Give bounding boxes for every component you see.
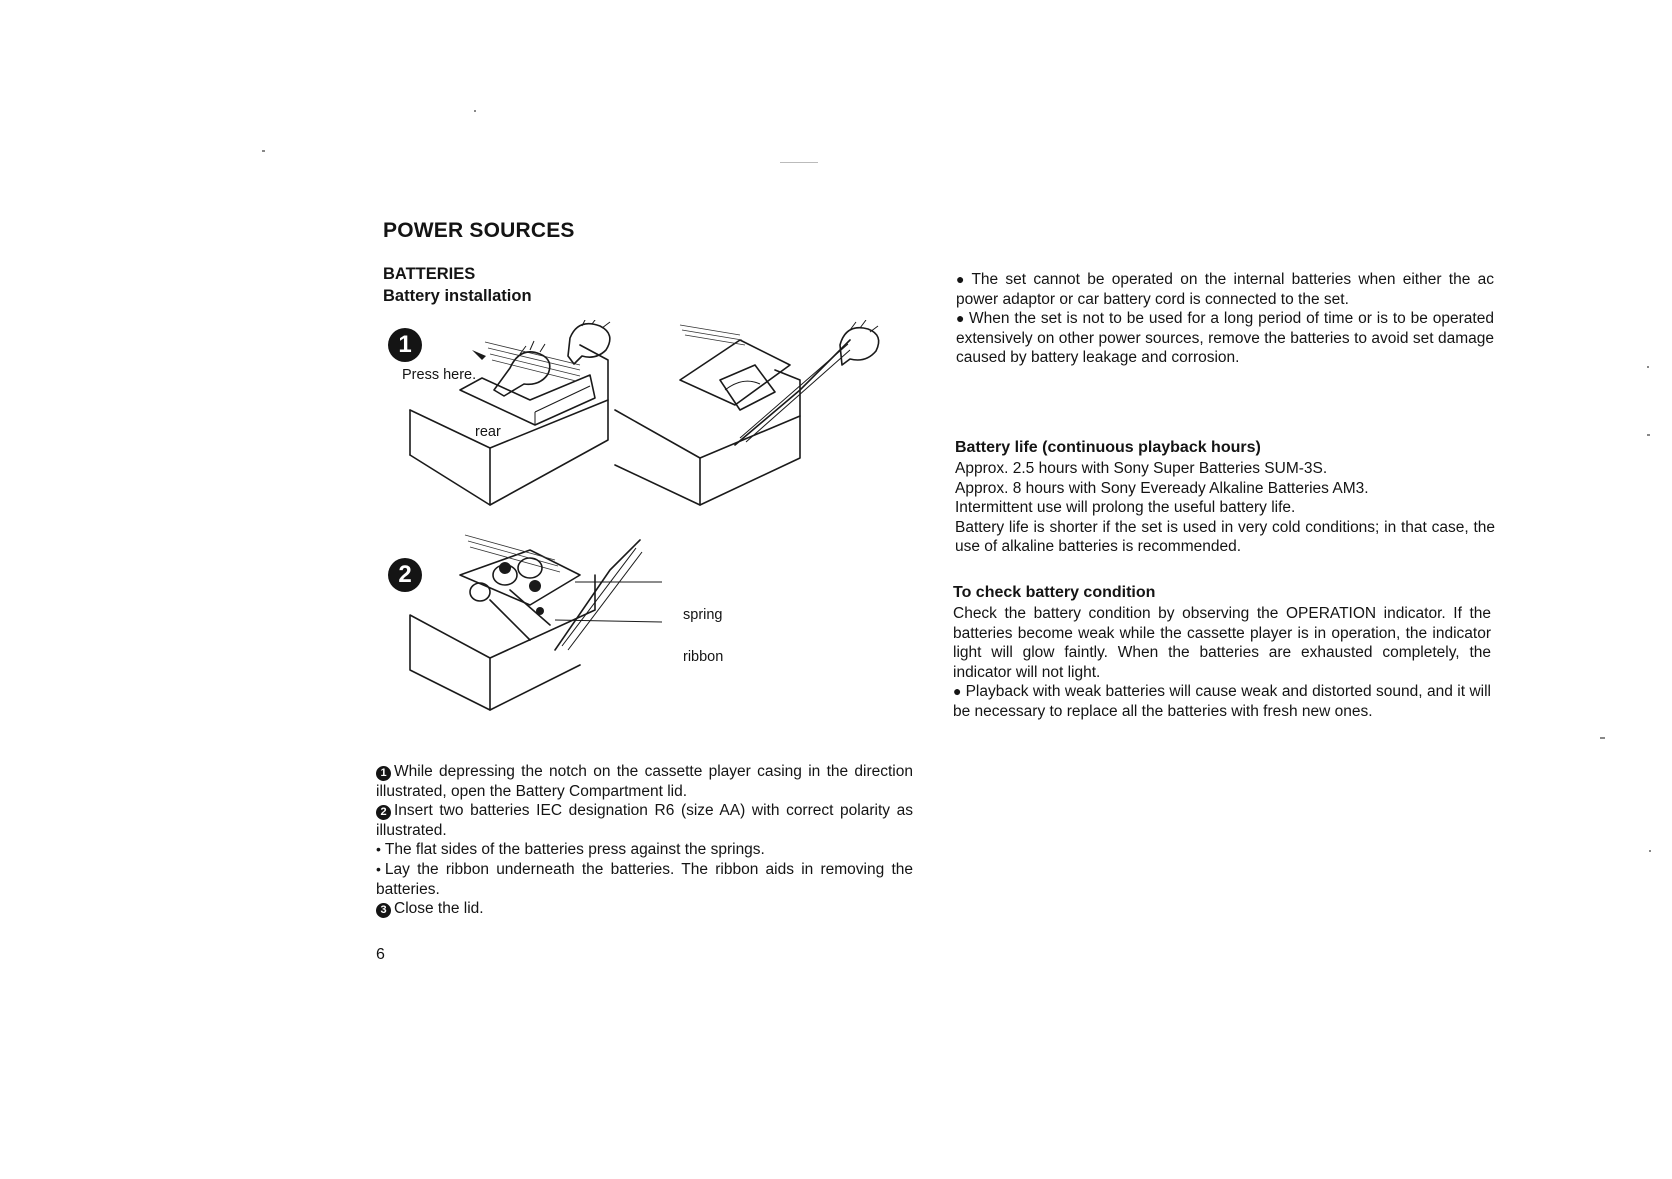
check-condition-heading: To check battery condition bbox=[953, 584, 1156, 601]
battery-life-line: Battery life is shorter if the set is used in very cold conditions; in that case, the use of alkaline batteries is recommended. bbox=[955, 518, 1495, 556]
installation-steps bbox=[376, 762, 913, 919]
scan-speck bbox=[1647, 366, 1649, 368]
bullet-icon: ● bbox=[956, 271, 968, 287]
step-3-text: 3 Close the lid. bbox=[376, 899, 913, 919]
scan-speck bbox=[1600, 737, 1605, 739]
label-spring: spring bbox=[683, 607, 723, 623]
bullet-marker: • bbox=[376, 841, 381, 858]
bullet-icon: ● bbox=[956, 310, 966, 327]
scan-speck bbox=[780, 162, 818, 163]
battery-life-line: Approx. 8 hours with Sony Eveready Alkaline Batteries AM3. bbox=[955, 479, 1369, 497]
open-lid-drawing bbox=[615, 320, 879, 505]
battery-life-heading: Battery life (continuous playback hours) bbox=[955, 439, 1261, 456]
step-marker: 2 bbox=[376, 805, 391, 820]
label-press-here: Press here. bbox=[402, 367, 477, 383]
weak-battery-note: ● Playback with weak batteries will cause weak and distorted sound, and it will be necessary to replace all the batteries with fresh new ones. bbox=[953, 683, 1491, 720]
step-note-ribbon: • Lay the ribbon underneath the batteries. The ribbon aids in removing the batteries. bbox=[376, 860, 913, 898]
battery-life-line: Intermittent use will prolong the useful battery life. bbox=[955, 499, 1296, 517]
step-2-badge: 2 bbox=[388, 558, 422, 592]
step-marker: 3 bbox=[376, 903, 391, 918]
scan-speck bbox=[474, 110, 476, 112]
scan-speck bbox=[1647, 434, 1650, 436]
step-1-text: 1 While depressing the notch on the cassette player casing in the direction illustrated, open the Battery Compartment lid. bbox=[376, 763, 913, 800]
step-1-badge: 1 bbox=[388, 328, 422, 362]
check-condition-text bbox=[953, 604, 1491, 722]
page-title: POWER SOURCES bbox=[383, 219, 575, 242]
battery-life-line: Approx. 2.5 hours with Sony Super Batteries SUM-3S. bbox=[955, 460, 1328, 477]
scan-speck bbox=[1649, 850, 1651, 852]
note-adaptor: ● The set cannot be operated on the internal batteries when either the ac power adaptor or car battery cord is connected to the set. bbox=[956, 271, 1494, 308]
label-ribbon: ribbon bbox=[683, 649, 724, 665]
battery-compartment-illustration bbox=[380, 320, 940, 740]
battery-life-text bbox=[955, 459, 1495, 557]
battery-installation-figure bbox=[380, 320, 940, 740]
note-long-storage: ● When the set is not to be used for a long period of time or is to be operated extensively on other power sources, remove the batteries to avoid set damage caused by battery leakage and corrosion. bbox=[956, 310, 1494, 367]
step-note-flat-sides: • The flat sides of the batteries press against the springs. bbox=[376, 841, 765, 859]
step-2-text: 2 Insert two batteries IEC designation R6 (size AA) with correct polarity as illustrated. bbox=[376, 802, 913, 839]
battery-usage-notes bbox=[956, 270, 1494, 368]
bullet-icon: ● bbox=[953, 683, 962, 700]
batteries-inserted-drawing bbox=[410, 535, 662, 710]
section-heading-batteries: BATTERIES bbox=[383, 265, 476, 283]
page-number: 6 bbox=[376, 946, 385, 963]
closed-player-drawing bbox=[410, 320, 610, 505]
scan-speck bbox=[262, 150, 265, 152]
label-rear: rear bbox=[475, 424, 501, 440]
check-condition-paragraph: Check the battery condition by observing the OPERATION indicator. If the batteries become weak while the cassette player is in operation, the indicator light will glow faintly. When the batteries are exhausted completely, the indicator will not light. bbox=[953, 605, 1491, 681]
bullet-marker: • bbox=[376, 860, 381, 877]
subsection-heading-installation: Battery installation bbox=[383, 287, 532, 305]
step-marker: 1 bbox=[376, 766, 391, 781]
